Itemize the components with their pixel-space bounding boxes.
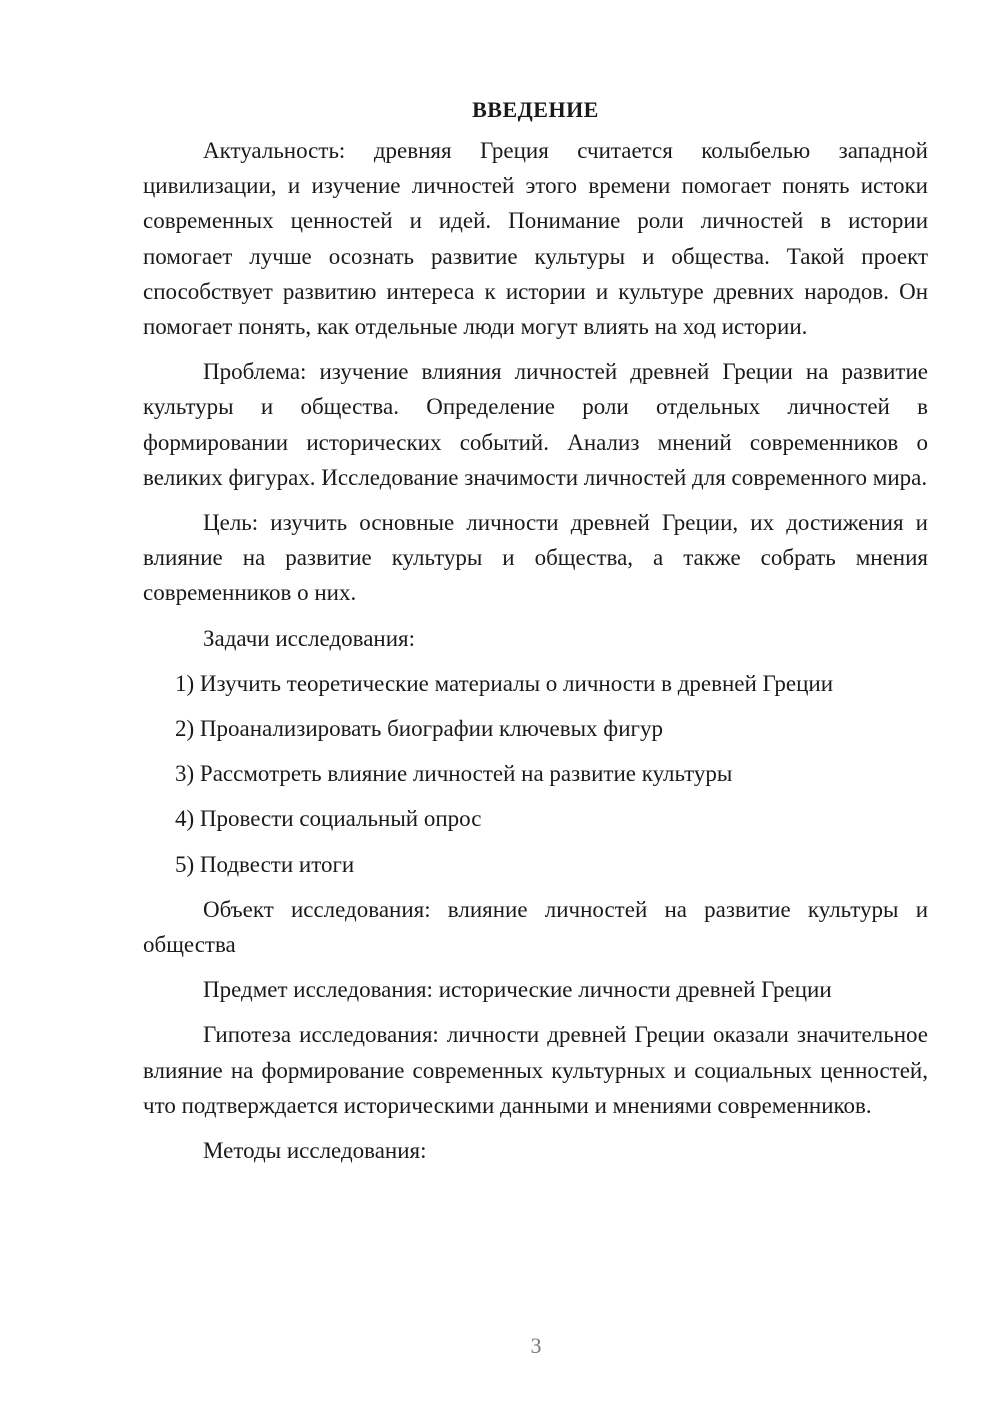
problem-paragraph: Проблема: изучение влияния личностей древней Греции на развитие культуры и общества. Определение роли отдельных личностей в формировании исторических событий. Анализ мнений современников о великих фигурах. Исследование значимости личностей для современного мира. bbox=[143, 359, 928, 490]
list-item: 5) Подвести итоги bbox=[175, 851, 355, 877]
page-number: 3 bbox=[530, 1333, 542, 1358]
subject-paragraph: Предмет исследования: исторические личности древней Греции bbox=[203, 977, 832, 1003]
section-heading: ВВЕДЕНИЕ bbox=[472, 97, 599, 122]
tasks-heading: Задачи исследования: bbox=[203, 625, 416, 651]
list-item: 4) Провести социальный опрос bbox=[175, 806, 482, 832]
tasks-list bbox=[143, 666, 928, 882]
methods-heading: Методы исследования: bbox=[203, 1138, 427, 1164]
page-content bbox=[143, 92, 928, 1178]
list-item: 3) Рассмотреть влияние личностей на развитие культуры bbox=[175, 761, 733, 787]
object-paragraph: Объект исследования: влияние личностей на развитие культуры и общества bbox=[143, 896, 928, 958]
hypothesis-paragraph: Гипотеза исследования: личности древней Греции оказали значительное влияние на формирование современных культурных и социальных ценностей, что подтверждается историческими данными и мнениями современников. bbox=[143, 1022, 928, 1118]
list-item: 1) Изучить теоретические материалы о личности в древней Греции bbox=[175, 670, 834, 696]
list-item: 2) Проанализировать биографии ключевых фигур bbox=[175, 716, 663, 742]
goal-paragraph: Цель: изучить основные личности древней Греции, их достижения и влияние на развитие культуры и общества, а также собрать мнения современников о них. bbox=[143, 510, 928, 606]
relevance-paragraph: Актуальность: древняя Греция считается колыбелью западной цивилизации, и изучение личностей этого времени помогает понять истоки современных ценностей и идей. Понимание роли личностей в истории помогает лучше осознать развитие культуры и общества. Такой проект способствует развитию интереса к истории и культуре древних народов. Он помогает понять, как отдельные люди могут влиять на ход истории. bbox=[143, 138, 928, 340]
